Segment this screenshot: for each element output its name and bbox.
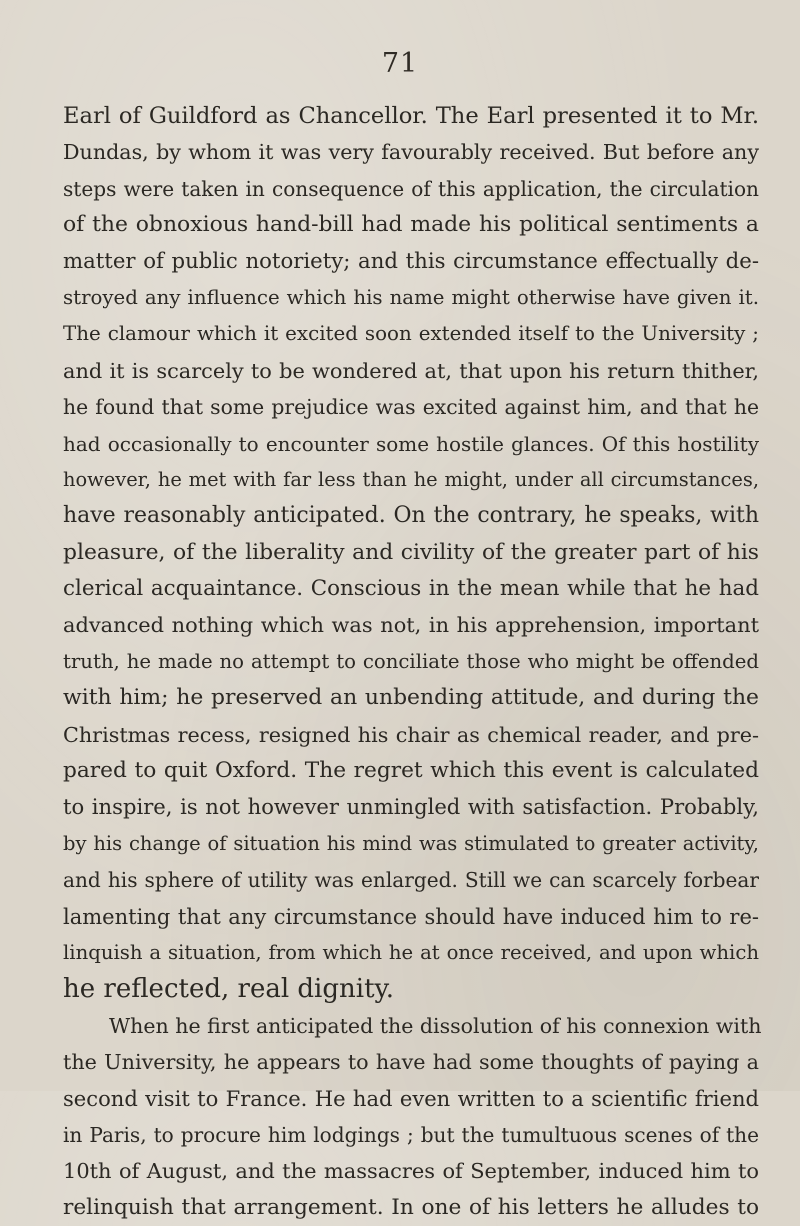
text-line: second visit to France. He had even written to a scientific friend <box>63 1085 759 1111</box>
text-line: of the obnoxious hand-bill had made his political sentiments a <box>63 212 759 238</box>
text-line: however, he met with far less than he might, under all circumstances, <box>63 467 759 491</box>
text-line: with him; he preserved an unbending attitude, and during the <box>63 685 759 711</box>
text-line: truth, he made no attempt to conciliate those who might be offended <box>63 649 759 673</box>
text-line: he found that some prejudice was excited against him, and that he <box>63 395 759 420</box>
text-line: have reasonably anticipated. On the contrary, he speaks, with <box>63 503 759 529</box>
text-line: advanced nothing which was not, in his apprehension, important <box>63 613 759 638</box>
text-line: matter of public notoriety; and this circumstance effectually de- <box>63 248 759 274</box>
text-line: the University, he appears to have had some thoughts of paying a <box>63 1050 759 1075</box>
text-line: had occasionally to encounter some hostile glances. Of this hostility <box>63 431 759 456</box>
text-line: 10th of August, and the massacres of September, induced him to <box>63 1159 759 1184</box>
text-line: Christmas recess, resigned his chair as chemical reader, and pre- <box>63 722 759 747</box>
text-line: to inspire, is not however unmingled with satisfaction. Probably, <box>63 794 759 820</box>
text-line: Earl of Guildford as Chancellor. The Earl presented it to Mr. <box>63 103 759 129</box>
text-line: stroyed any influence which his name might otherwise have given it. <box>63 285 759 309</box>
text-line: clerical acquaintance. Conscious in the mean while that he had <box>63 576 759 602</box>
paragraph <box>63 1008 762 1226</box>
text-line: he reflected, real dignity. <box>63 974 395 1005</box>
page-number: 71 <box>381 48 419 79</box>
text-line: The clamour which it excited soon extended itself to the University ; <box>63 322 759 346</box>
text-line: and it is scarcely to be wondered at, that upon his return thither, <box>63 358 759 383</box>
text-line: lamenting that any circumstance should have induced him to re- <box>63 903 759 929</box>
body-text <box>63 98 762 1226</box>
text-line: steps were taken in consequence of this application, the circulation <box>63 176 759 201</box>
text-line: When he first anticipated the dissolution of his connexion with <box>109 1013 762 1038</box>
text-line: relinquish that arrangement. In one of his letters he alludes to <box>63 1194 759 1220</box>
text-line: and his sphere of utility was enlarged. Still we can scarcely forbear <box>63 868 759 893</box>
text-line: by his change of situation his mind was stimulated to greater activity, <box>63 831 759 855</box>
text-line: Dundas, by whom it was very favourably received. But before any <box>63 140 759 165</box>
text-line: pleasure, of the liberality and civility of the greater part of his <box>63 539 759 565</box>
text-line: in Paris, to procure him lodgings ; but the tumultuous scenes of the <box>63 1122 759 1147</box>
paragraph <box>63 98 759 1008</box>
text-line: pared to quit Oxford. The regret which this event is calculated <box>63 758 759 784</box>
text-line: linquish a situation, from which he at once received, and upon which <box>63 940 759 964</box>
